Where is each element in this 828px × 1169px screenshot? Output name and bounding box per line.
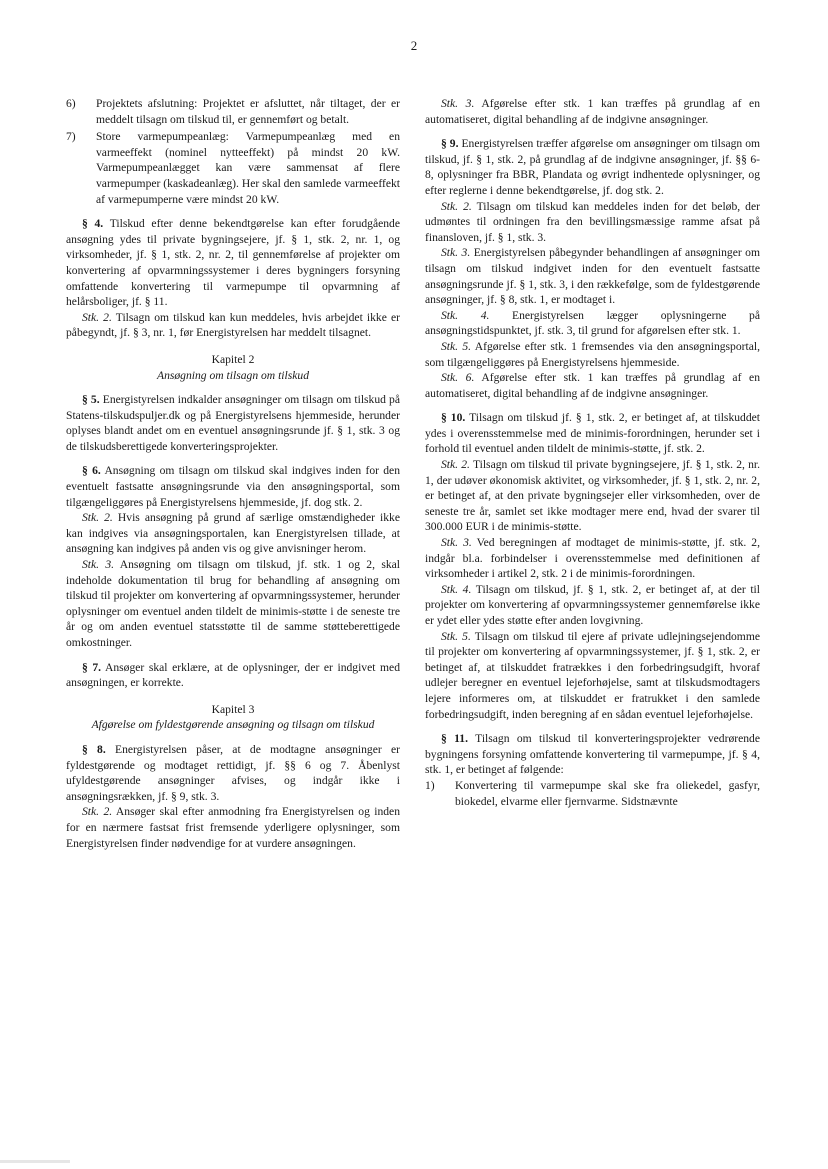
section-9-stk-6: [425, 370, 760, 401]
section-text: Tilsagn om tilskud jf. § 1, stk. 2, er betinget af, at tilskuddet ydes i overensstemmelse med de minimis-forordningen, herunder set i forhold til eventuel anden tildelt de minimis-støtte, jf. stk. 2.: [425, 411, 760, 456]
section-10-stk-2: [425, 457, 760, 535]
section-9-stk-3: [425, 245, 760, 307]
chapter-label: Kapitel 2: [211, 352, 255, 366]
list-item: [66, 129, 400, 207]
list-item-number: 7): [66, 130, 76, 144]
section-9-stk-5: [425, 339, 760, 370]
list-item-text: Store varmepumpeanlæg: Varmepumpeanlæg med en varmeeffekt (nominel nytteeffekt) på mindst 20 kW. Varmepumpeanlægget kan være sammensat af flere varmepumper (kaskadeanlæg). Her skal den samlede varmeeffekt af varmepumperne være mindst 20 kW.: [96, 130, 400, 206]
section-text: Ansøgning om tilsagn om tilskud skal indgives inden for den eventuelt fastsatte ansøgningsrunde via den ansøgningsportal, som tilgængeliggøres på Energistyrelsens hjemmeside, jf. dog stk. 2.: [66, 464, 401, 509]
stk-text: Afgørelse efter stk. 1 kan træffes på grundlag af en automatiseret, digital behandling af de indgivne ansøgninger.: [425, 371, 760, 400]
section-number: § 10.: [441, 411, 466, 425]
stk-label: Stk. 4.: [441, 308, 490, 322]
stk-text: Tilsagn om tilskud, jf. § 1, stk. 2, er betinget af, at der til projekter om konvertering af opvarmningssystemer gennemførelse ikke er ydet eller ydes støtte efter anden lovgivning.: [425, 582, 761, 627]
section-10-stk-3: [425, 535, 760, 582]
section-text: Tilskud efter denne bekendtgørelse kan efter forudgående ansøgning ydes til private bygningsejere, jf. § 1, stk. 2, nr. 1, og virksomheder, jf. § 1, stk. 2, nr. 2, til gennemførelse af projekter om konvertering af opvarmningssystemer i deres bygningers forsyning omfattende konvertering til varmepumpe til opvarmning af helårsboliger, jf. § 11.: [66, 217, 400, 309]
section-number: § 9.: [441, 137, 459, 151]
stk-text: Ansøgning om tilsagn om tilskud, jf. stk. 1 og 2, skal indeholde dokumentation til brug for behandling af ansøgning om tilskud til projekter om konvertering af opvarmningssystemer, herunder oplysninger om eventuel anden tildelt de minimis-støtte i de seneste tre år og om anden eventuel statsstøtte til de samme støtteberettigede omkostninger.: [66, 558, 400, 649]
page-number: 2: [410, 38, 418, 53]
stk-text: Energistyrelsen lægger oplysningerne på ansøgningstidspunktet, jf. stk. 3, til grund for afgørelsen efter stk. 1.: [425, 308, 760, 338]
section-8-stk-3: [425, 96, 760, 127]
list-item: [66, 96, 400, 127]
list-item-number: 1): [425, 778, 435, 792]
left-column: [66, 96, 400, 851]
list-item-text: Projektets afslutning: Projektet er afsluttet, når tiltaget, der er meddelt tilsagn om tilskud til, er gennemført og betalt.: [96, 97, 400, 126]
stk-label: Stk. 3.: [441, 536, 472, 550]
stk-text: Energistyrelsen påbegynder behandlingen af ansøgninger om tilsagn om tilskud indgivet inden for den eventuelt fastsatte ansøgningsrunde jf. § 1, stk. 3, i den rækkefølge, som de fyldestgørende ansøgninger, jf. § 8, stk. 1, er modtaget i.: [425, 246, 760, 307]
section-6-stk-3: [66, 557, 400, 651]
section-number: § 8.: [82, 742, 106, 756]
list-item: [425, 778, 760, 809]
section-6-stk-2: [66, 510, 400, 557]
section-9-stk-2: [425, 199, 760, 246]
section-9: [425, 136, 760, 198]
stk-label: Stk. 3.: [441, 246, 471, 260]
section-number: § 6.: [82, 464, 101, 478]
stk-label: Stk. 2.: [441, 458, 470, 472]
right-column: [425, 96, 760, 811]
section-text: Energistyrelsen indkalder ansøgninger om tilsagn om tilskud på Statens-tilskudspuljer.dk og på Energistyrelsens hjemmeside, herunder oplyses blandt andet om en eventuel ansøgningsrunde jf. § 1, stk. 3 og de tilskudsberettigede konverteringsprojekter.: [66, 393, 401, 453]
stk-text: Afgørelse efter stk. 1 kan træffes på grundlag af en automatiseret, digital behandling af de indgivne ansøgninger.: [425, 97, 760, 126]
chapter-title: Ansøgning om tilsagn om tilskud: [156, 368, 309, 382]
stk-text: Ansøger skal efter anmodning fra Energistyrelsen og inden for en nærmere fastsat frist fremsende yderligere oplysninger, som Energistyrelsen finder nødvendige for at vurdere ansøgningen.: [66, 805, 401, 850]
stk-text: Tilsagn om tilskud kan meddeles inden for det beløb, der udmøntes til ordningen fra den bevillingsmæssige ramme afsat på finansloven, jf. § 1, stk. 3.: [425, 199, 760, 244]
stk-text: Tilsagn om tilskud til ejere af private udlejningsejendomme til projekter om konvertering af opvarmningssystemer, jf. § 1, stk. 2, er betinget af, at tilskuddet fratrækkes i den forbedringsudgift, hvoraf udlejer beregner en eventuel lejeforhøjelse, samt at tilskudsmodtagers lejere informeres om, at tilskuddet er fratrukket i den samlede forbedringsudgift, inden beregning af en sådan eventuel lejeforhøjelse.: [425, 629, 760, 721]
section-9-stk-4: [425, 308, 760, 339]
section-6: [66, 463, 400, 510]
list-item-text: Konvertering til varmepumpe skal ske fra oliekedel, gasfyr, biokedel, elvarme eller fjernvarme. Sidstnævnte: [455, 778, 760, 808]
chapter-label: Kapitel 3: [211, 702, 255, 716]
section-4: [66, 216, 400, 310]
chapter-title: Afgørelse om fyldestgørende ansøgning og tilsagn om tilskud: [91, 718, 375, 732]
stk-label: Stk. 2.: [82, 310, 112, 324]
stk-text: Ved beregningen af modtaget de minimis-støtte, jf. stk. 2, indgår bl.a. forbindelser i overensstemmelse med definitionen af virksomheder i artikel 2, stk. 2 i de minimis-forordningen.: [425, 536, 760, 581]
scan-edge-mark: [0, 1160, 70, 1163]
section-number: § 7.: [82, 660, 102, 674]
section-8: [66, 742, 400, 804]
section-5: [66, 392, 400, 454]
section-10-stk-5: [425, 629, 760, 723]
section-10-stk-4: [425, 582, 760, 629]
stk-text: Tilsagn om tilskud kan kun meddeles, hvis arbejdet ikke er påbegyndt, jf. § 3, nr. 1, før Energistyrelsen har meddelt tilsagnet.: [66, 310, 400, 340]
stk-label: Stk. 2.: [441, 199, 472, 213]
section-4-stk-2: [66, 310, 400, 341]
section-10: [425, 410, 760, 457]
section-8-stk-2: [66, 804, 400, 851]
stk-text: Tilsagn om tilskud til private bygningsejere, jf. § 1, stk. 2, nr. 1, der udøver økonomisk aktivitet, og virksomheder, jf. § 1, stk. 2, nr. 2, er betinget af, at den private bygningsejer eller virksomheden, over de seneste tre år, samlet set ikke modtager mere end, hvad der svarer til 300.000 EUR i de minimis-støtte.: [425, 458, 760, 534]
section-7: [66, 660, 400, 691]
section-text: Tilsagn om tilskud til konverteringsprojekter vedrørende bygningens forsyning omfattende konvertering til varmepumpe, jf. § 4, stk. 1, er betinget af følgende:: [425, 732, 760, 777]
list-item-number: 6): [66, 97, 76, 110]
section-number: § 5.: [82, 393, 100, 407]
stk-label: Stk. 3.: [82, 558, 115, 572]
stk-label: Stk. 5.: [441, 339, 472, 353]
stk-text: Hvis ansøgning på grund af særlige omstændigheder ikke kan indgives via ansøgningsportalen, kan Energistyrelsen tillade, at ansøgning kan indgives på anden vis og give anvisninger herom.: [66, 511, 401, 556]
section-number: § 4.: [82, 217, 104, 231]
section-text: Energistyrelsen påser, at de modtagne ansøgninger er fyldestgørende og modtaget rettidigt, jf. §§ 6 og 7. Åbenlyst ufyldestgørende ansøgninger afvises, og indgår ikke i ansøgningsrækken, jf. § 9, stk. 3.: [66, 742, 400, 803]
section-text: Energistyrelsen træffer afgørelse om ansøgninger om tilsagn om tilskud, jf. § 1, stk. 2, på grundlag af de indgivne ansøgninger, jf. §§ 6-8, oplysninger fra BBR, Plandata og øvrigt indhentede oplysninger, og efter reglerne i denne bekendtgørelse, jf. dog stk. 2.: [425, 137, 761, 197]
stk-text: Afgørelse efter stk. 1 fremsendes via den ansøgningsportal, som tilgængeliggøres på Energistyrelsens hjemmeside.: [425, 339, 760, 369]
stk-label: Stk. 4.: [441, 582, 472, 596]
stk-label: Stk. 5.: [441, 629, 471, 643]
stk-label: Stk. 3.: [441, 97, 475, 110]
stk-label: Stk. 2.: [82, 511, 113, 525]
section-text: Ansøger skal erklære, at de oplysninger, der er indgivet med ansøgningen, er korrekte.: [66, 660, 400, 690]
stk-label: Stk. 2.: [82, 805, 113, 819]
stk-label: Stk. 6.: [441, 371, 475, 385]
section-11: [425, 731, 760, 778]
section-number: § 11.: [441, 732, 468, 746]
